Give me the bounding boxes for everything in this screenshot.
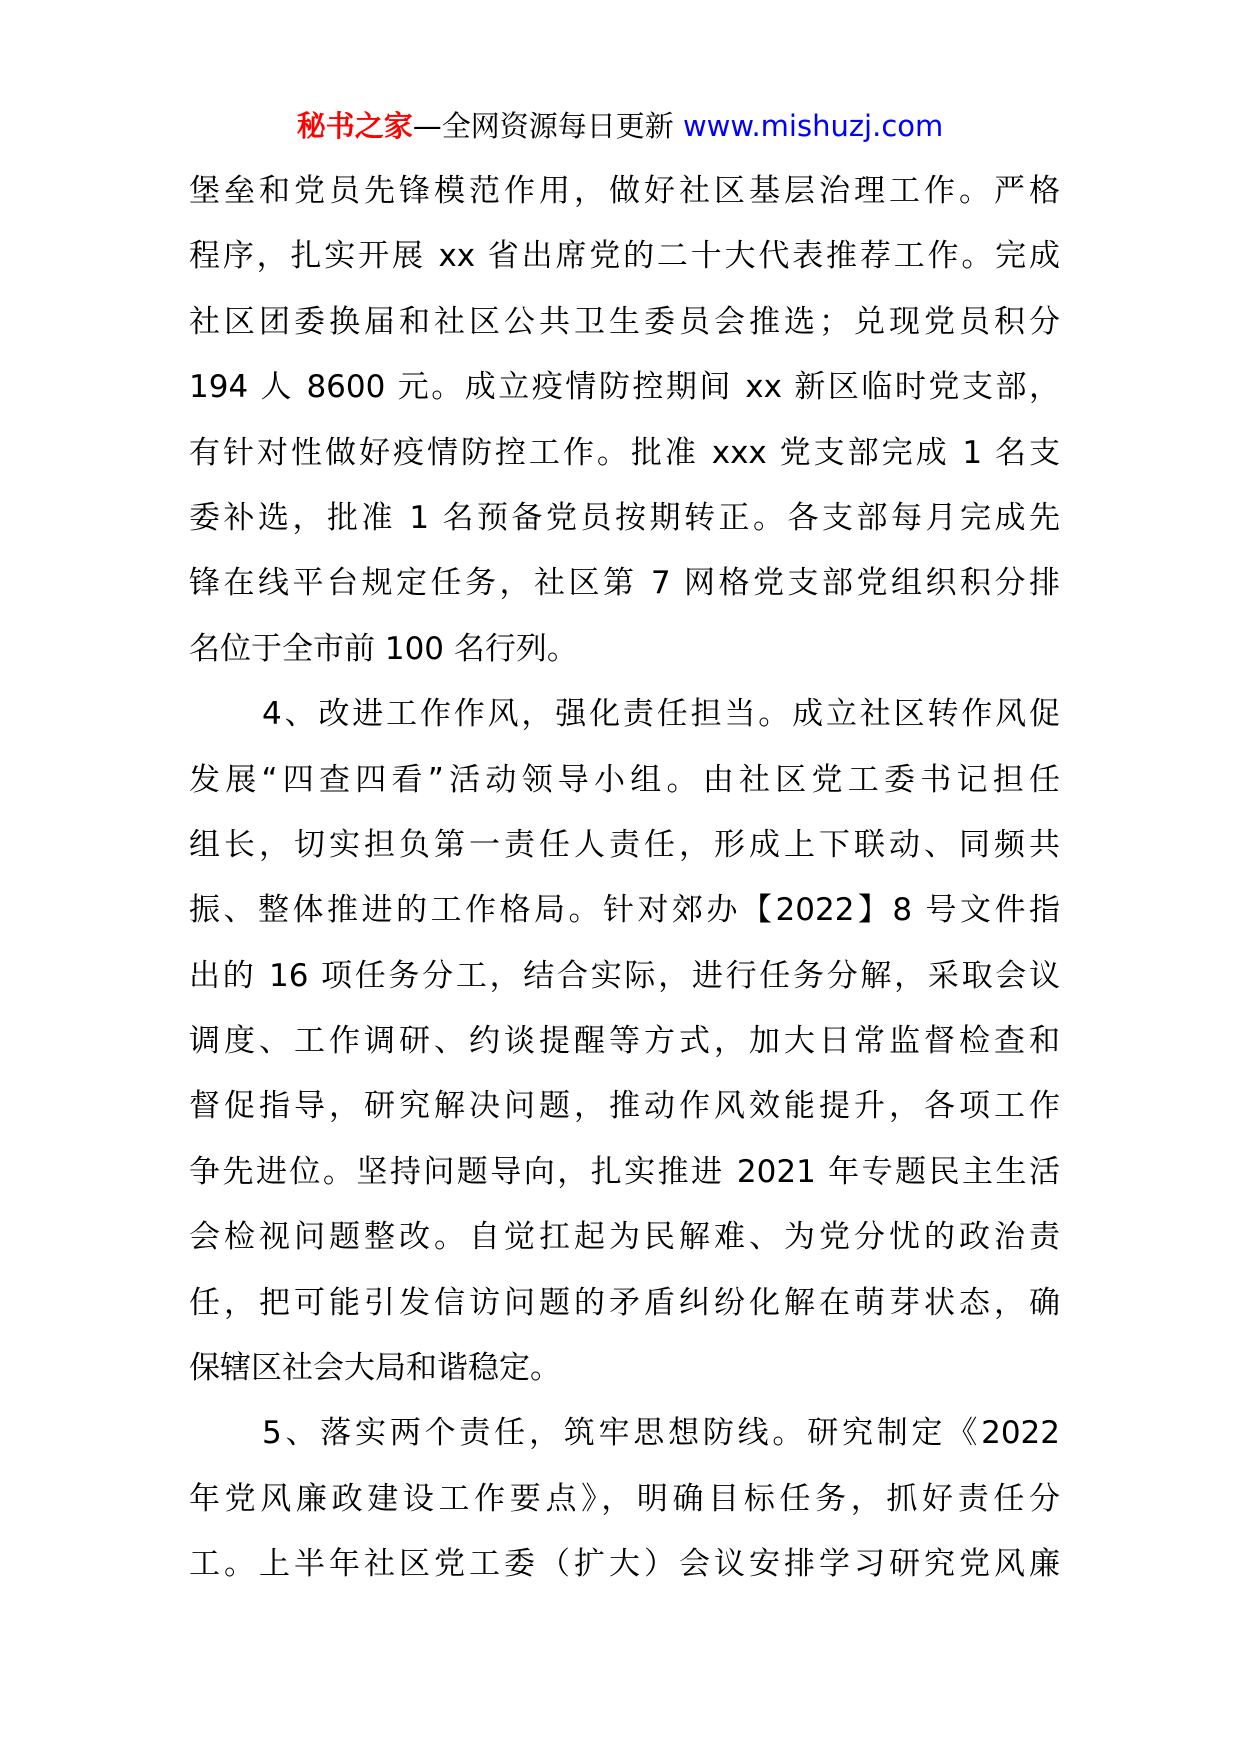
body-line: 锋在线平台规定任务，社区第 7 网格党支部党组织积分排 bbox=[189, 565, 1060, 602]
body-line: 组长，切实担负第一责任人责任，形成上下联动、同频共 bbox=[189, 826, 1060, 863]
header-tagline: —全网资源每日更新 bbox=[412, 109, 674, 143]
body-line: 年党风廉政建设工作要点》，明确目标任务，抓好责任分 bbox=[189, 1480, 1060, 1517]
body-line: 保辖区社会大局和谐稳定。 bbox=[189, 1350, 561, 1387]
body-line: 任，把可能引发信访问题的矛盾纠纷化解在萌芽状态，确 bbox=[189, 1284, 1060, 1321]
body-line: 社区团委换届和社区公共卫生委员会推选；兑现党员积分 bbox=[189, 303, 1060, 340]
body-line: 堡垒和党员先锋模范作用，做好社区基层治理工作。严格 bbox=[189, 173, 1060, 209]
body-line: 有针对性做好疫情防控工作。批准 xxx 党支部完成 1 名支 bbox=[189, 434, 1060, 471]
body-line: 争先进位。坚持问题导向，扎实推进 2021 年专题民主生活 bbox=[189, 1153, 1060, 1190]
body-line: 发展“四查四看”活动领导小组。由社区党工委书记担任 bbox=[189, 761, 1060, 798]
paragraph-start-line: 4、改进工作作风，强化责任担当。成立社区转作风促 bbox=[262, 696, 1060, 733]
document-body bbox=[189, 159, 1060, 1598]
body-line: 督促指导，研究解决问题，推动作风效能提升，各项工作 bbox=[189, 1088, 1060, 1125]
body-line: 名位于全市前 100 名行列。 bbox=[189, 630, 578, 667]
body-line: 194 人 8600 元。成立疫情防控期间 xx 新区临时党支部， bbox=[189, 369, 1060, 406]
body-line: 调度、工作调研、约谈提醒等方式，加大日常监督检查和 bbox=[189, 1023, 1060, 1060]
body-line: 会检视问题整改。自觉扛起为民解难、为党分忧的政治责 bbox=[189, 1219, 1060, 1256]
page-header bbox=[0, 104, 1240, 148]
site-url-link[interactable]: www.mishuzj.com bbox=[673, 109, 944, 143]
body-line: 工。上半年社区党工委（扩大）会议安排学习研究党风廉 bbox=[189, 1546, 1060, 1583]
brand-name: 秘书之家 bbox=[296, 109, 413, 143]
body-line: 振、整体推进的工作格局。针对郊办【2022】8 号文件指 bbox=[189, 892, 1060, 929]
body-line: 程序，扎实开展 xx 省出席党的二十大代表推荐工作。完成 bbox=[189, 238, 1060, 275]
paragraph-start-line: 5、落实两个责任，筑牢思想防线。研究制定《2022 bbox=[262, 1415, 1060, 1452]
body-line: 委补选，批准 1 名预备党员按期转正。各支部每月完成先 bbox=[189, 499, 1060, 536]
body-line: 出的 16 项任务分工，结合实际，进行任务分解，采取会议 bbox=[189, 957, 1060, 994]
